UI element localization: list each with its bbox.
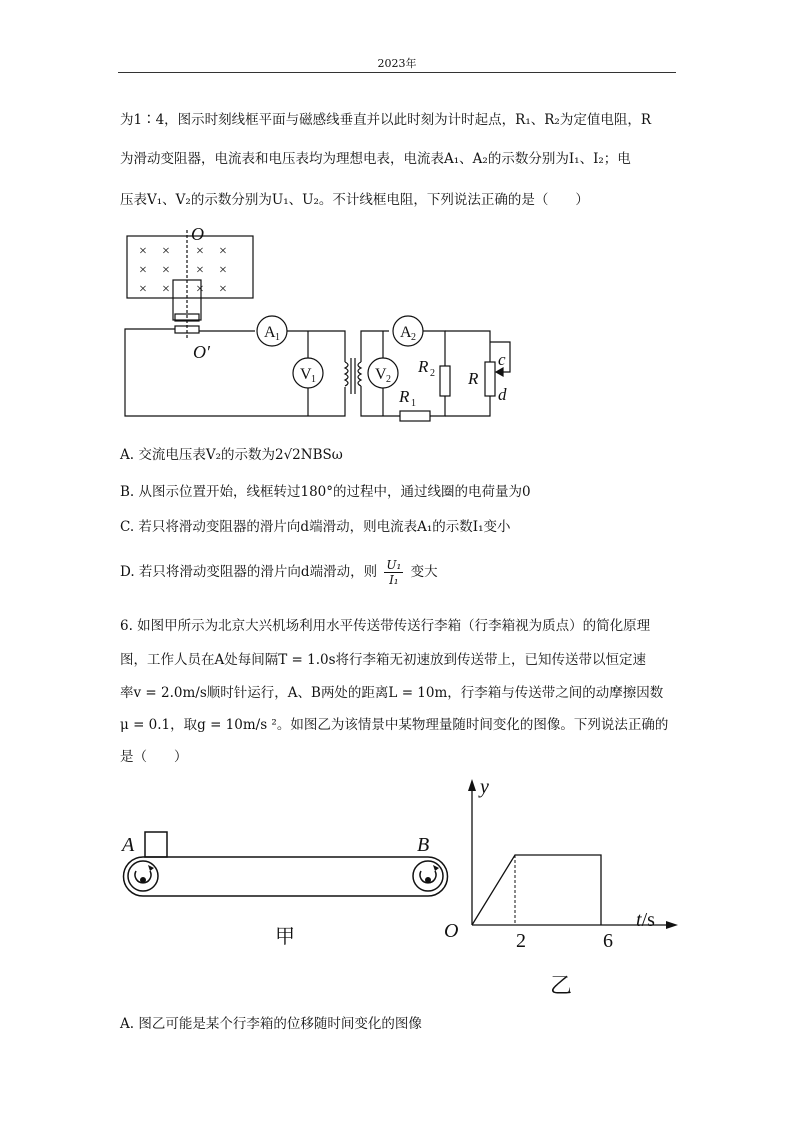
q5-stem-line1: 为1∶4，图示时刻线框平面与磁感线垂直并以此时刻为计时起点，R₁、R₂为定值电阻，R [120, 112, 651, 128]
svg-text:1: 1 [411, 398, 416, 409]
label-R1: R [399, 387, 410, 406]
svg-text:×: × [162, 244, 170, 259]
y-t-curve [472, 855, 601, 925]
q6-stem-line2: 图，工作人员在A处每间隔T = 1.0s将行李箱无初速放到传送带上，已知传送带以恒定速 [120, 652, 647, 668]
resistor-R1 [400, 411, 430, 421]
pulley-left [128, 861, 158, 891]
q5-option-C: C. 若只将滑动变阻器的滑片向d端滑动，则电流表A₁的示数I₁变小 [120, 519, 511, 535]
q6-stem-line1: 6. 如图甲所示为北京大兴机场利用水平传送带传送行李箱（行李箱视为质点）的简化原理 [120, 618, 651, 634]
tick-label-6: 6 [603, 930, 613, 952]
svg-text:×: × [139, 282, 147, 297]
q5-option-B: B. 从图示位置开始，线框转过180°的过程中，通过线圈的电荷量为0 [120, 484, 531, 500]
label-R: R [468, 369, 479, 388]
svg-text:2: 2 [386, 374, 391, 385]
label-A1: A [264, 324, 276, 341]
origin-label: O [444, 920, 459, 942]
tick-label-2: 2 [516, 930, 526, 952]
u1-over-i1-fraction: $\frac{\text{U₁}}{\text{I₁}}$ [386, 558, 402, 587]
y-t-graph [440, 775, 680, 1000]
pulley-right [413, 861, 443, 891]
svg-text:×: × [196, 244, 204, 259]
label-R2: R [418, 357, 429, 376]
header-rule [118, 72, 676, 73]
y-axis-label: y [480, 776, 489, 798]
conveyor-belt-figure [115, 825, 450, 955]
q5-option-D [120, 558, 438, 587]
label-V2: V [375, 366, 387, 383]
svg-text:×: × [162, 263, 170, 278]
svg-text:2: 2 [411, 332, 416, 343]
circuit-diagram [115, 222, 535, 427]
label-O-prime: O′ [193, 342, 210, 362]
svg-text:×: × [219, 263, 227, 278]
label-V1: V [300, 366, 312, 383]
q5-stem-line3: 压表V₁、V₂的示数分别为U₁、U₂。不计线框电阻，下列说法正确的是（ ） [120, 192, 589, 208]
q6-stem-line3: 率v = 2.0m/s顺时针运行，A、B两处的距离L = 10m，行李箱与传送带之间的动摩擦因数 [120, 685, 664, 701]
svg-text:×: × [162, 282, 170, 297]
label-O: O [191, 224, 204, 244]
t-axis-label: t/s [636, 909, 655, 931]
page-header-year: 2023年 [377, 57, 417, 70]
transformer-secondary [358, 362, 361, 386]
q5-option-D-end: 变大 [410, 564, 438, 580]
rheostat-R [485, 362, 495, 396]
label-c: c [498, 350, 506, 369]
transformer-primary [345, 362, 348, 386]
wire-left [125, 329, 308, 416]
label-A2: A [400, 324, 412, 341]
q6-option-A: A. 图乙可能是某个行李箱的位移随时间变化的图像 [120, 1016, 422, 1032]
caption-jia: 甲 [275, 926, 295, 948]
luggage-box [145, 832, 167, 857]
svg-text:×: × [219, 244, 227, 259]
q5-option-D-text: D. 若只将滑动变阻器的滑片向d端滑动，则 [120, 564, 378, 580]
svg-text:×: × [219, 282, 227, 297]
q5-option-A: A. 交流电压表V₂的示数为2√2NBSω [120, 447, 343, 463]
caption-yi: 乙 [550, 973, 573, 998]
q6-stem-line4: μ = 0.1，取g = 10m/s ²。如图乙为该情景中某物理量随时间变化的图像。下列说法正确的 [120, 717, 669, 733]
svg-text:×: × [196, 282, 204, 297]
svg-text:2: 2 [430, 368, 435, 379]
resistor-R2 [440, 366, 450, 396]
q6-stem-line5: 是（ ） [120, 749, 188, 765]
svg-text:1: 1 [311, 374, 316, 385]
q5-stem-line2: 为滑动变阻器，电流表和电压表均为理想电表，电流表A₁、A₂的示数分别为I₁、I₂；电 [120, 151, 631, 167]
svg-text:1: 1 [275, 332, 280, 343]
label-A: A [122, 834, 135, 856]
label-d: d [498, 385, 507, 404]
svg-text:×: × [196, 263, 204, 278]
label-B: B [417, 834, 430, 856]
field-x-mark: × [139, 244, 147, 259]
svg-text:×: × [139, 263, 147, 278]
